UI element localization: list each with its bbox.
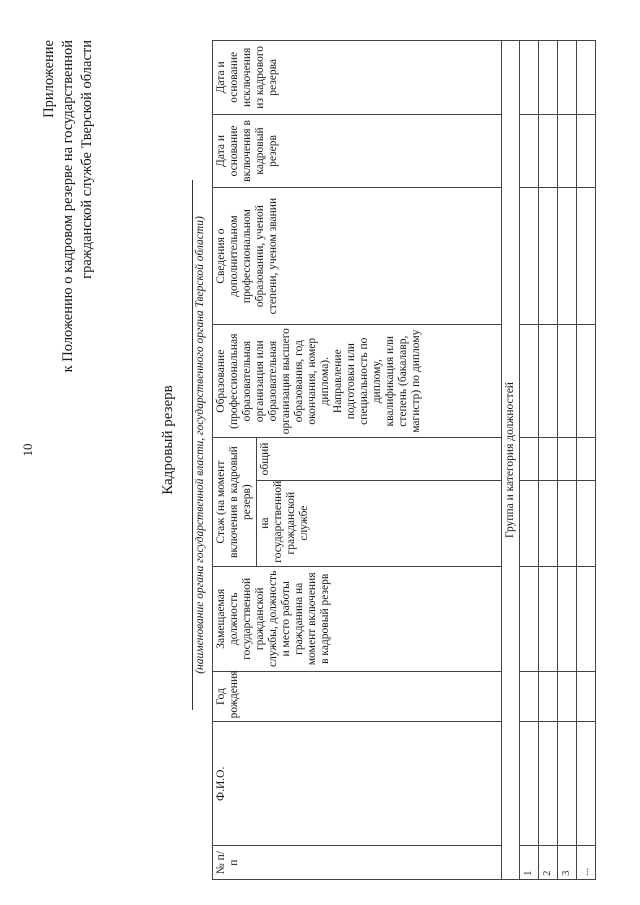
header-num: № п/п [213, 846, 502, 880]
header-experience-civil: на государственной гражданской службе [257, 480, 502, 566]
header-fio: Ф.И.О. [213, 722, 502, 846]
row-number: 3 [558, 846, 577, 880]
header-inclusion: Дата и основание включения в кадровый резерв [213, 114, 502, 188]
group-category-label: Группа и категория должностей [502, 41, 520, 880]
document-title: Кадровый резерв [160, 385, 176, 495]
table-row [577, 41, 596, 880]
page-number: 10 [20, 443, 35, 457]
header-position: Замещаемая должность государственной гражданской службы, должность и место работы гражданина на момент включения в кадровый резерв [213, 566, 502, 671]
reserve-table [212, 40, 596, 880]
header-experience: Стаж (на момент включения в кадровый резерв) [213, 438, 257, 566]
header-additional-education: Сведения о дополнительном профессиональном образовании, ученой степени, ученом звании [213, 188, 502, 325]
header-experience-total: общий [257, 438, 502, 480]
appendix-heading [40, 40, 97, 560]
appendix-line-1: Приложение [41, 40, 57, 118]
table-row [539, 41, 558, 880]
header-birth-year: Год рождения [213, 671, 502, 721]
row-number: 2 [539, 846, 558, 880]
group-row [502, 41, 520, 880]
header-exclusion: Дата и основание исключения из кадрового резерва [213, 41, 502, 115]
appendix-line-2: к Положению о кадровом резерве на государственной [60, 40, 76, 373]
header-education: Образование (профессиональная образовательная организация или образовательная организация высшего образования, год окончания, номер диплома). Направление подготовки или специальность по диплому, квалификация или степень (бакалавр, магистр) по диплому [213, 324, 502, 438]
table-row [520, 41, 539, 880]
row-number: ... [577, 846, 596, 880]
row-number: 1 [520, 846, 539, 880]
appendix-line-3: гражданской службе Тверской области [79, 40, 95, 279]
org-name-caption: (наименование органа государственной власти, государственного органа Тверской области) [194, 216, 206, 674]
header-row-1 [213, 41, 257, 880]
org-name-line [192, 180, 193, 710]
table-row [558, 41, 577, 880]
